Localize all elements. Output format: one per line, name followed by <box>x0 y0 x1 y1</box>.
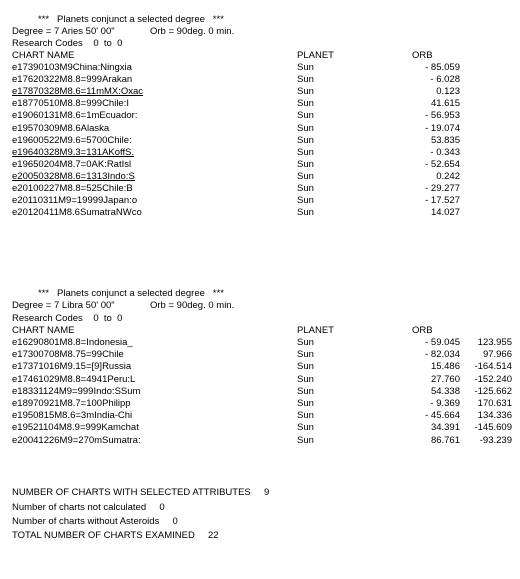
planet-cell: Sun <box>297 385 314 397</box>
chart-name-cell: e20110311M9=19999Japan:o <box>12 195 138 207</box>
table-row <box>12 374 512 386</box>
table-row <box>12 422 512 434</box>
chart-name-cell: e19060131M8.6=1mEcuador: <box>12 110 138 122</box>
table-row <box>12 349 512 361</box>
table-row <box>12 86 512 98</box>
section1-orb: Orb = 90deg. 0 min. <box>150 26 235 37</box>
orb-cell: 14.027 <box>430 207 460 219</box>
chart-name-cell: e16290801M8.8=Indonesia_ <box>12 337 133 348</box>
orb-cell: 86.761 <box>430 434 460 446</box>
section2-title: *** Planets conjunct a selected degree *** <box>38 288 224 299</box>
summary-without-asteroids: Number of charts without Asteroids 0 <box>12 516 178 527</box>
orb-cell: - 85.059 <box>425 62 460 73</box>
table-row <box>12 135 512 147</box>
orb-cell: - 59.045 <box>425 337 460 348</box>
chart-name-cell: e18970921M8.7=100Philipp <box>12 398 131 409</box>
orb-cell: - 45.664 <box>425 410 460 422</box>
planet-cell: Sun <box>297 349 314 361</box>
opposite-orb-cell: 97.966 <box>482 349 512 361</box>
section2-research-codes: Research Codes 0 to 0 <box>12 313 123 324</box>
table-row <box>12 110 512 122</box>
section2-column-headers <box>12 325 512 337</box>
chart-name-cell: e1950815M8.6=3mIndia-Chi <box>12 410 133 422</box>
chart-name-cell: e20041226M9=270mSumatra: <box>12 434 141 446</box>
planet-cell: Sun <box>297 86 314 98</box>
opposite-orb-cell: 170.631 <box>477 398 512 409</box>
table-row <box>12 337 512 349</box>
summary-selected-count: NUMBER OF CHARTS WITH SELECTED ATTRIBUTES 9 <box>12 487 270 498</box>
opposite-orb-cell: -145.609 <box>474 422 512 434</box>
orb-cell: - 56.953 <box>425 110 460 122</box>
table-row <box>12 183 512 195</box>
planet-cell: Sun <box>297 134 314 146</box>
orb-cell: - 19.074 <box>425 122 460 134</box>
table-row <box>12 62 512 74</box>
planet-cell: Sun <box>297 195 314 207</box>
orb-header: ORB <box>412 325 433 336</box>
chart-name-cell: e20100227M8.8=525Chile:B <box>12 183 133 194</box>
planet-header: PLANET <box>297 50 334 61</box>
orb-cell: - 6.028 <box>430 74 460 86</box>
orb-cell: - 0.343 <box>430 146 460 158</box>
section2-orb: Orb = 90deg. 0 min. <box>150 300 235 311</box>
chart-name-cell: e18331124M9=999Indo:SSum <box>12 385 141 397</box>
planet-cell: Sun <box>297 207 314 219</box>
orb-cell: - 29.277 <box>425 183 460 194</box>
opposite-orb-cell: 123.955 <box>477 337 512 348</box>
section1-column-headers <box>12 50 512 62</box>
chart-name-header: CHART NAME <box>12 50 75 61</box>
planet-cell: Sun <box>297 170 314 182</box>
planet-cell: Sun <box>297 398 314 409</box>
chart-name-cell: e17300708M8.75=99Chile <box>12 349 124 361</box>
orb-cell: - 9.369 <box>430 398 460 409</box>
table-row <box>12 147 512 159</box>
chart-name-cell: e17620322M8.8=999Arakan <box>12 74 133 86</box>
planet-cell: Sun <box>297 434 314 446</box>
planet-cell: Sun <box>297 110 314 122</box>
chart-name-cell: e19640328M9.3=131AKoffS. <box>12 146 135 158</box>
table-row <box>12 98 512 110</box>
orb-header: ORB <box>412 50 433 61</box>
orb-cell: 53.835 <box>430 134 460 146</box>
chart-name-cell: e17390103M9China:Ningxia <box>12 62 132 73</box>
chart-name-cell: e17461029M8.8=4941Peru:L <box>12 373 136 385</box>
chart-name-cell: e18770510M8.8=999Chile:I <box>12 98 129 110</box>
planet-cell: Sun <box>297 62 314 73</box>
planet-cell: Sun <box>297 146 314 158</box>
chart-name-cell: e19570309M8.6Alaska <box>12 122 110 134</box>
table-row <box>12 74 512 86</box>
summary-not-calculated: Number of charts not calculated 0 <box>12 502 165 513</box>
section1-research-codes: Research Codes 0 to 0 <box>12 38 123 49</box>
chart-name-cell: e19600522M9.6=5700Chile: <box>12 134 132 146</box>
orb-cell: 0.123 <box>436 86 460 98</box>
opposite-orb-cell: -93.239 <box>479 434 512 446</box>
orb-cell: 27.760 <box>430 373 460 385</box>
planet-cell: Sun <box>297 98 314 110</box>
table-row <box>12 123 512 135</box>
planet-header: PLANET <box>297 325 334 336</box>
section1-degree: Degree = 7 Aries 50' 00" <box>12 26 115 37</box>
section1-title: *** Planets conjunct a selected degree *** <box>38 14 224 25</box>
planet-cell: Sun <box>297 337 314 348</box>
chart-name-cell: e17371016M9.15=[9]Russia <box>12 361 132 373</box>
orb-cell: - 52.654 <box>425 158 460 170</box>
orb-cell: 41.615 <box>430 98 460 110</box>
table-row <box>12 207 512 219</box>
planet-cell: Sun <box>297 183 314 194</box>
section2-degree: Degree = 7 Libra 50' 00" <box>12 300 115 311</box>
table-row <box>12 398 512 410</box>
chart-name-cell: e20120411M8.6SumatraNWco <box>12 207 142 219</box>
opposite-orb-cell: -152.240 <box>474 373 512 385</box>
orb-cell: 34.391 <box>430 422 460 434</box>
planet-cell: Sun <box>297 410 314 422</box>
summary-total-examined: TOTAL NUMBER OF CHARTS EXAMINED 22 <box>12 530 219 541</box>
table-row <box>12 361 512 373</box>
orb-cell: 15.486 <box>430 361 460 373</box>
orb-cell: 54.338 <box>430 385 460 397</box>
table-row <box>12 195 512 207</box>
planet-cell: Sun <box>297 122 314 134</box>
opposite-orb-cell: -125.662 <box>474 385 512 397</box>
chart-name-cell: e19650204M8.7=0AK:RatIsl <box>12 158 132 170</box>
orb-cell: - 82.034 <box>425 349 460 361</box>
planet-cell: Sun <box>297 74 314 86</box>
chart-name-cell: e17870328M8.6=11mMX:Oxac <box>12 86 144 98</box>
chart-name-header: CHART NAME <box>12 325 75 336</box>
table-row <box>12 410 512 422</box>
opposite-orb-cell: 134.336 <box>477 410 512 422</box>
planet-cell: Sun <box>297 361 314 373</box>
chart-name-cell: e20050328M8.6=1313Indo:S <box>12 170 135 182</box>
table-row <box>12 386 512 398</box>
planet-cell: Sun <box>297 373 314 385</box>
orb-cell: 0.242 <box>436 170 460 182</box>
table-row <box>12 435 512 447</box>
table-row <box>12 171 512 183</box>
chart-name-cell: e19521104M8.9=999Kamchat <box>12 422 139 434</box>
table-row <box>12 159 512 171</box>
planet-cell: Sun <box>297 158 314 170</box>
orb-cell: - 17.527 <box>425 195 460 207</box>
planet-cell: Sun <box>297 422 314 434</box>
opposite-orb-cell: -164.514 <box>474 361 512 373</box>
